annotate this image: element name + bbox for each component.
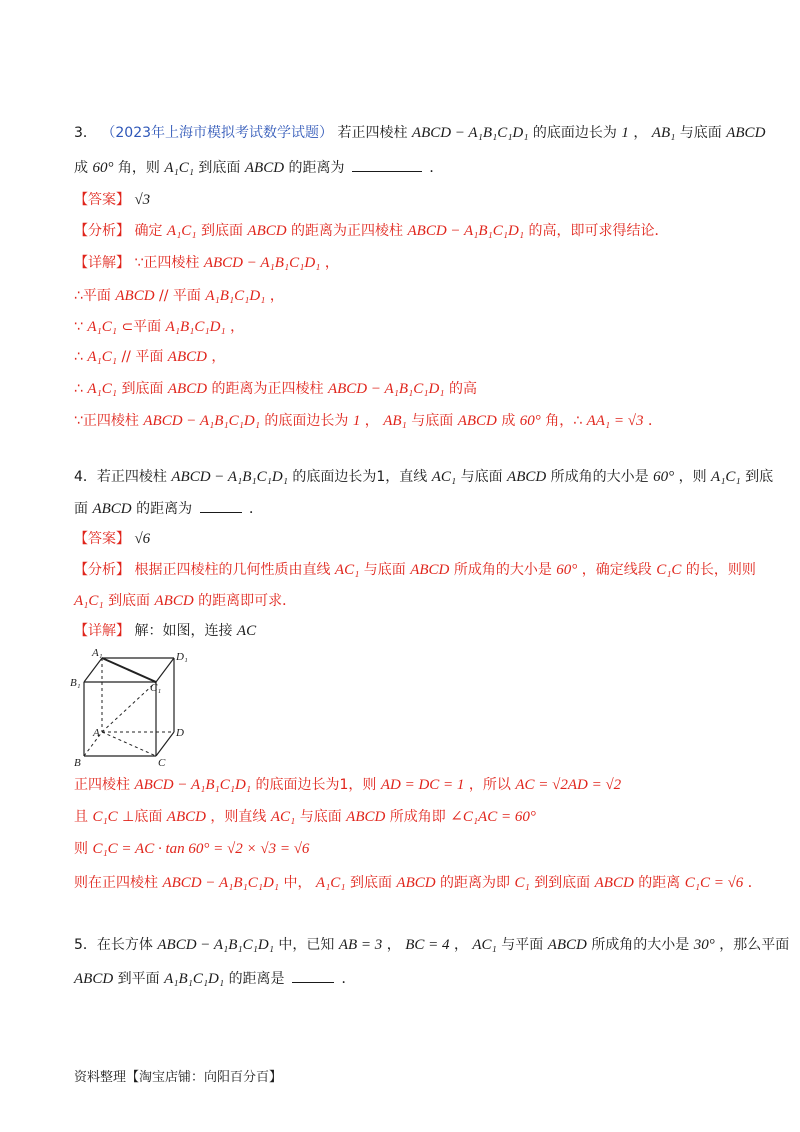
- text: 与底面: [411, 413, 454, 429]
- math: C₁C = AC · tan 60° = √2 × √3 = √6: [92, 841, 310, 857]
- q3-line-2: [74, 157, 443, 179]
- text: 5．在长方体: [74, 937, 153, 953]
- math: ABCD − A₁B₁C₁D₁: [134, 777, 251, 793]
- math: ABCD: [166, 809, 206, 825]
- text: 中，: [283, 875, 312, 891]
- math: AC: [236, 623, 257, 639]
- q3-detail-2: [74, 285, 284, 307]
- q4-line-2: [74, 498, 263, 520]
- math: ABCD: [115, 288, 155, 304]
- math: A₁C₁: [315, 875, 346, 891]
- text: 的高，即可求得结论．: [528, 223, 669, 239]
- math: ABCD: [410, 562, 450, 578]
- math: A₁C₁: [166, 223, 197, 239]
- text: 到到底面: [534, 875, 591, 891]
- q3-detail-3: [74, 316, 244, 338]
- edge-a1b1: [84, 658, 102, 682]
- text: ，: [269, 288, 284, 304]
- text: 的距离为正四棱柱: [291, 223, 404, 239]
- math: A₁C₁: [74, 593, 104, 609]
- text: // 平面: [121, 349, 164, 365]
- math: ABCD: [154, 593, 194, 609]
- text: 的距离为: [136, 501, 193, 517]
- math: AC = √2AD = √2: [515, 777, 622, 793]
- text: 与底面: [299, 809, 342, 825]
- math: A₁B₁C₁D₁: [205, 288, 266, 304]
- math: AB₁: [651, 125, 676, 141]
- text: ，: [364, 413, 379, 429]
- math: AA₁ = √3: [586, 413, 644, 429]
- math: AB = 3: [338, 937, 383, 953]
- q4-explain-2: [74, 806, 536, 828]
- q4-analysis-1: [74, 559, 756, 581]
- text: 的底面边长为1，则: [255, 777, 377, 793]
- text: ，: [386, 937, 401, 953]
- segment-a1c1: [102, 658, 156, 682]
- text: ，: [211, 349, 226, 365]
- q5-line-1: [74, 934, 789, 956]
- math: ABCD: [167, 349, 207, 365]
- text: ，那么平面: [719, 937, 790, 953]
- math: 60°: [92, 160, 114, 176]
- math: A₁C₁: [87, 349, 117, 365]
- text: ．: [248, 501, 263, 517]
- analysis-label: 【分析】: [74, 223, 130, 239]
- text: 确定: [134, 223, 163, 239]
- math: C₁: [514, 875, 530, 891]
- q4-explain-3: [74, 838, 309, 860]
- text: ．: [341, 971, 356, 987]
- text: 到底面: [121, 381, 164, 397]
- text: 的高: [448, 381, 477, 397]
- math: A₁B₁C₁D₁: [164, 971, 225, 987]
- text: 与底面: [679, 125, 722, 141]
- text: 与底面: [363, 562, 406, 578]
- text: 面: [74, 501, 88, 517]
- math: 1: [352, 413, 361, 429]
- text: 的距离是: [228, 971, 285, 987]
- math: 30°: [693, 937, 715, 953]
- text: ．: [747, 875, 762, 891]
- math: ABCD: [167, 381, 208, 397]
- text: 到底面: [349, 875, 392, 891]
- math: ABCD: [507, 469, 547, 485]
- math: ABCD − A₁B₁C₁D₁: [327, 381, 445, 397]
- label-d: D: [176, 727, 184, 739]
- math: AC₁: [270, 809, 296, 825]
- text: 的距离为: [288, 160, 345, 176]
- math: ABCD: [457, 413, 497, 429]
- math: ABCD: [92, 501, 132, 517]
- q5-line-2: [74, 968, 355, 990]
- text: 的距离为即: [440, 875, 511, 891]
- math: C₁C: [656, 562, 682, 578]
- math: ABCD − A₁B₁C₁D₁: [411, 125, 529, 141]
- text: 到底面: [108, 593, 151, 609]
- text: 且: [74, 809, 88, 825]
- text: ∵正四棱柱: [134, 255, 200, 271]
- label-a1: A₁: [92, 647, 103, 659]
- label-a: A: [93, 727, 100, 739]
- math: AB₁: [383, 413, 407, 429]
- text: 中，已知: [278, 937, 335, 953]
- text: 4．若正四棱柱: [74, 469, 167, 485]
- math: 60°: [556, 562, 578, 578]
- text: 则在正四棱柱: [74, 875, 158, 891]
- answer-label: 【答案】: [74, 531, 130, 547]
- text: 到底面: [198, 160, 241, 176]
- text: 所成角即: [389, 809, 446, 825]
- math: ABCD: [346, 809, 386, 825]
- text: 所成角的大小是: [591, 937, 690, 953]
- text: 的长，则则: [685, 562, 756, 578]
- text: ∴平面: [74, 288, 111, 304]
- answer-label: 【答案】: [74, 192, 130, 208]
- q4-line-1: [74, 466, 773, 488]
- text: 根据正四棱柱的几何性质由直线: [134, 562, 331, 578]
- text: 正四棱柱: [74, 777, 130, 793]
- math: ABCD − A₁B₁C₁D₁: [162, 875, 279, 891]
- q4-explain-1: [74, 774, 621, 796]
- source-tag: （2023年上海市模拟考试数学试题）: [101, 125, 334, 141]
- text: ，: [230, 319, 245, 335]
- math: ABCD: [594, 875, 634, 891]
- text: ∴: [74, 349, 83, 365]
- text: ⊂平面: [121, 319, 162, 335]
- math: ABCD: [74, 971, 114, 987]
- math: ABCD − A₁B₁C₁D₁: [171, 469, 288, 485]
- answer-blank: [352, 157, 422, 172]
- text: ，: [453, 937, 468, 953]
- text: ，: [324, 255, 339, 271]
- math: ABCD − A₁B₁C₁D₁: [143, 413, 260, 429]
- q4-detail: [74, 620, 256, 642]
- math: A₁C₁: [164, 160, 194, 176]
- text: 到平面: [117, 971, 160, 987]
- math: ABCD − A₁B₁C₁D₁: [157, 937, 274, 953]
- text: 的底面边长为: [532, 125, 617, 141]
- analysis-label: 【分析】: [74, 562, 130, 578]
- q4-answer: [74, 528, 150, 550]
- segment-ac1-hidden: [102, 682, 156, 732]
- math: A₁B₁C₁D₁: [165, 319, 226, 335]
- answer-blank: [292, 968, 334, 983]
- answer-value: √3: [134, 192, 151, 208]
- q3-detail-4: [74, 346, 225, 368]
- text: 成: [74, 160, 88, 176]
- q4-explain-4: [74, 872, 762, 894]
- math: A₁C₁: [87, 381, 117, 397]
- math: AD = DC = 1: [380, 777, 465, 793]
- math: ∠C₁AC = 60°: [450, 809, 536, 825]
- math: A₁C₁: [711, 469, 741, 485]
- math: C₁C: [92, 809, 118, 825]
- q3-line-1: [74, 122, 765, 144]
- math: ABCD: [726, 125, 766, 141]
- text: ，: [633, 125, 648, 141]
- label-b1: B₁: [70, 677, 81, 689]
- text: ，则直线: [210, 809, 267, 825]
- math: A₁C₁: [87, 319, 117, 335]
- prism-diagram: [66, 644, 196, 774]
- text: 角，则: [117, 160, 160, 176]
- text: 的距离即可求．: [198, 593, 297, 609]
- q3-answer: [74, 189, 150, 211]
- math: ABCD: [547, 937, 587, 953]
- text: 到底: [745, 469, 774, 485]
- text: ∵正四棱柱: [74, 413, 139, 429]
- math: C₁C = √6: [684, 875, 744, 891]
- text: 的距离为正四棱柱: [211, 381, 324, 397]
- text: ∴: [74, 381, 83, 397]
- math: ABCD − A₁B₁C₁D₁: [407, 223, 525, 239]
- detail-label: 【详解】: [74, 255, 130, 271]
- text: ，所以: [468, 777, 511, 793]
- detail-label: 【详解】: [74, 623, 130, 639]
- answer-value: √6: [134, 531, 151, 547]
- text: 角，∴: [545, 413, 583, 429]
- math: 1: [621, 125, 629, 141]
- edge-c1d1: [156, 658, 174, 682]
- text: 成: [501, 413, 516, 429]
- label-b: B: [74, 757, 81, 769]
- text: ，确定线段: [581, 562, 652, 578]
- text: 所成角的大小是: [453, 562, 552, 578]
- math: 60°: [519, 413, 541, 429]
- q3-detail-6: [74, 410, 662, 432]
- q3-detail-5: [74, 378, 477, 400]
- segment-ac-hidden: [102, 732, 156, 756]
- math: BC = 4: [405, 937, 450, 953]
- math: ABCD: [396, 875, 436, 891]
- text: 与平面: [501, 937, 544, 953]
- text: // 平面: [159, 288, 201, 304]
- text: ．: [647, 413, 662, 429]
- text: ⊥底面: [122, 809, 163, 825]
- math: 60°: [653, 469, 675, 485]
- math: AC₁: [431, 469, 457, 485]
- math: ABCD − A₁B₁C₁D₁: [203, 255, 321, 271]
- question-number: 3．: [74, 125, 97, 141]
- q3-detail-1: [74, 252, 339, 274]
- text: 若正四棱柱: [337, 125, 408, 141]
- math: ABCD: [244, 160, 285, 176]
- text: 所成角的大小是: [550, 469, 649, 485]
- text: 到底面: [200, 223, 243, 239]
- math: AC₁: [334, 562, 360, 578]
- math: AC₁: [472, 937, 497, 953]
- text: 的底面边长为: [264, 413, 349, 429]
- edge-cd: [156, 732, 174, 756]
- label-c: C: [158, 757, 166, 769]
- text: 与底面: [460, 469, 503, 485]
- text: 的距离: [638, 875, 681, 891]
- math: ABCD: [247, 223, 287, 239]
- label-d1: D₁: [176, 651, 188, 663]
- footer-credit: 资料整理【淘宝店铺：向阳百分百】: [74, 1070, 283, 1085]
- text: ，则: [678, 469, 707, 485]
- label-c1: C₁: [150, 682, 162, 694]
- answer-blank: [200, 498, 242, 513]
- text: 的底面边长为1，直线: [292, 469, 428, 485]
- q3-analysis: [74, 220, 669, 242]
- text: 解：如图，连接: [134, 623, 233, 639]
- text: 则: [74, 841, 88, 857]
- text: ∵: [74, 319, 83, 335]
- text: ．: [429, 160, 444, 176]
- q4-analysis-2: [74, 590, 296, 612]
